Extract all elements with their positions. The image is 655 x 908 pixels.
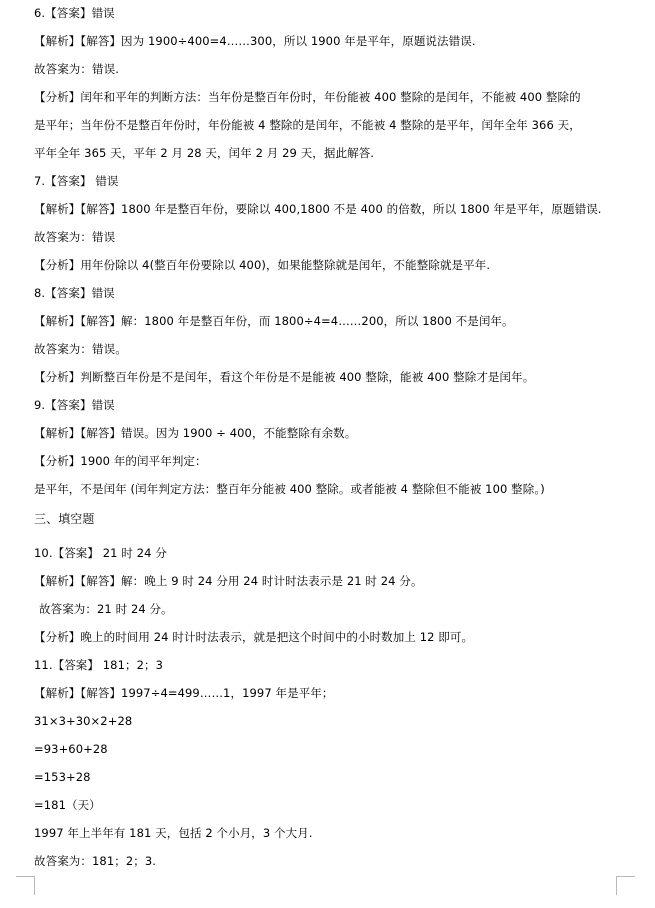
page-corner-mark-right xyxy=(616,876,635,895)
answer-11-heading: 11.【答案】 181；2；3 xyxy=(34,658,164,672)
answer-11-summary: 1997 年上半年有 181 天，包括 2 个小月，3 个大月. xyxy=(34,826,313,840)
answer-6-heading: 6.【答案】错误 xyxy=(34,6,115,20)
answer-8-analysis: 【解析】【解答】解：1800 年是整百年份，而 1800÷4=4……200，所以 1800 不是闰年。 xyxy=(34,314,514,328)
answer-11-conclusion: 故答案为：181；2；3. xyxy=(34,854,157,868)
answer-10-heading: 10.【答案】 21 时 24 分 xyxy=(34,546,167,560)
answer-6-explanation-line-3: 平年全年 365 天，平年 2 月 28 天，闰年 2 月 29 天，据此解答. xyxy=(34,146,375,160)
answer-11-calc-step-2: =93+60+28 xyxy=(34,742,108,756)
answer-7-heading: 7.【答案】 错误 xyxy=(34,174,119,188)
page-corner-mark-left xyxy=(16,876,35,895)
answer-10-conclusion: 故答案为：21 时 24 分。 xyxy=(39,602,173,616)
answer-9-explanation-detail: 是平年，不是闰年 (闰年判定方法：整百年分能被 400 整除。或者能被 4 整除但不能被 100 整除。) xyxy=(34,482,545,496)
answer-8-heading: 8.【答案】错误 xyxy=(34,286,115,300)
section-heading-fill-blank: 三、填空题 xyxy=(34,512,95,526)
answer-7-conclusion: 故答案为：错误 xyxy=(34,230,116,244)
answer-10-analysis: 【解析】【解答】解：晚上 9 时 24 分用 24 时计时法表示是 21 时 24 分。 xyxy=(34,574,423,588)
answer-6-analysis: 【解析】【解答】因为 1900÷400=4……300，所以 1900 年是平年，原题说法错误. xyxy=(34,34,476,48)
answer-9-heading: 9.【答案】错误 xyxy=(34,398,115,412)
answer-6-explanation-line-2: 是平年；当年份不是整百年份时，年份能被 4 整除的是闰年，不能被 4 整除的是平年，闰年全年 366 天， xyxy=(34,118,581,132)
answer-6-conclusion: 故答案为：错误. xyxy=(34,62,119,76)
answer-11-calc-step-1: 31×3+30×2+28 xyxy=(34,714,133,728)
answer-11-analysis: 【解析】【解答】1997÷4=499……1，1997 年是平年； xyxy=(34,686,334,700)
answer-8-conclusion: 故答案为：错误。 xyxy=(34,342,127,356)
answer-9-explanation: 【分析】1900 年的闰平年判定： xyxy=(34,454,207,468)
answer-11-calc-step-4: =181（天） xyxy=(34,798,101,812)
answer-7-explanation: 【分析】用年份除以 4(整百年份要除以 400)，如果能整除就是闰年，不能整除就是平年. xyxy=(34,258,491,272)
answer-7-analysis: 【解析】【解答】1800 年是整百年份，要除以 400,1800 不是 400 的倍数，所以 1800 年是平年，原题错误. xyxy=(34,202,602,216)
answer-11-calc-step-3: =153+28 xyxy=(34,770,91,784)
answer-8-explanation: 【分析】判断整百年份是不是闰年，看这个年份是不是能被 400 整除，能被 400 整除才是闰年。 xyxy=(34,370,535,384)
answer-6-explanation-line-1: 【分析】闰年和平年的判断方法：当年份是整百年份时，年份能被 400 整除的是闰年，不能被 400 整除的 xyxy=(34,90,581,104)
answer-9-analysis: 【解析】【解答】错误。因为 1900 ÷ 400，不能整除有余数。 xyxy=(34,426,357,440)
answer-10-explanation: 【分析】晚上的时间用 24 时计时法表示，就是把这个时间中的小时数加上 12 即可。 xyxy=(34,630,474,644)
